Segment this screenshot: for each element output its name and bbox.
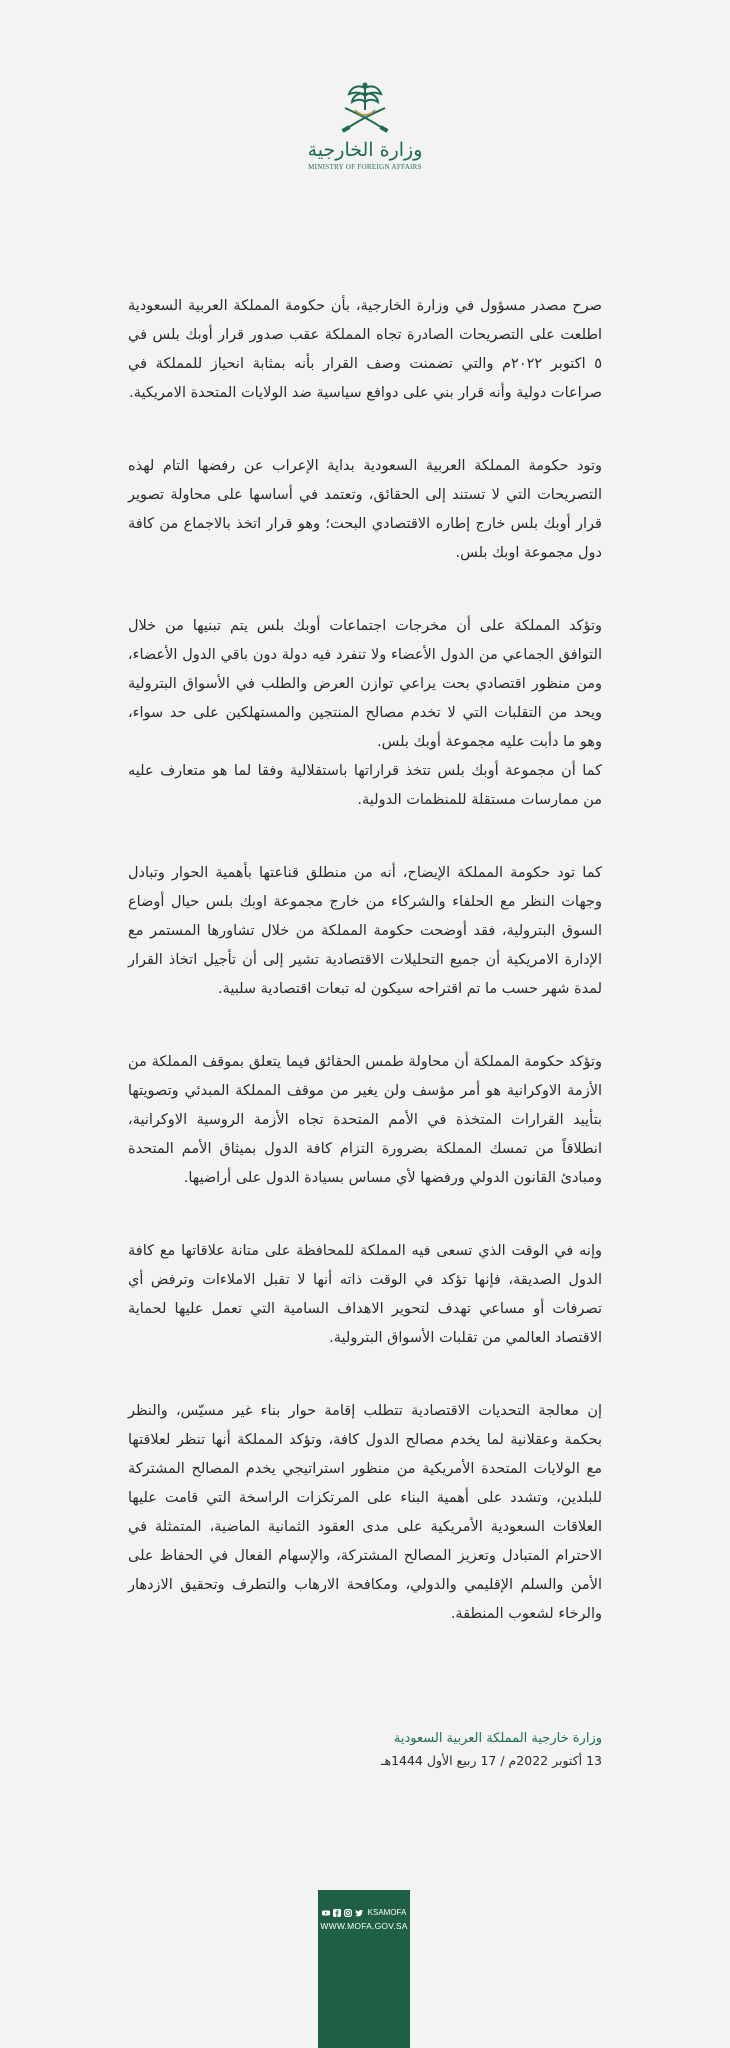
issuer-name: وزارة خارجية المملكة العربية السعودية [393,1731,602,1746]
website-url[interactable]: WWW.MOFA.GOV.SA [320,1921,408,1931]
statement-paragraph: كما أن مجموعة أوبك بلس تتخذ قراراتها باستقلالية وفقا لما هو متعارف عليه من ممارسات مستقلة للمنظمات الدولية. [128,763,602,808]
youtube-icon[interactable] [322,1909,330,1917]
ministry-logo [0,80,730,172]
statement-paragraph: وتود حكومة المملكة العربية السعودية بداية الإعراب عن رفضها التام لهذه التصريحات التي لا تستند إلى الحقائق، وتعتمد في أساسها على محاولة تصوير قرار أوبك بلس خارج إطاره الاقتصادي البحت؛ وهو قرار اتخذ بالاجماع من كافة دول مجموعة اوبك بلس. [128,458,602,561]
issue-date: 13 أكتوبر 2022م / 17 ربيع الأول 1444هـ [380,1753,602,1768]
footer-contact-box [318,1890,410,2048]
instagram-icon[interactable] [344,1909,352,1917]
signature-block [128,1728,602,1772]
saudi-emblem-icon [333,80,397,136]
statement-paragraph: وتؤكد حكومة المملكة أن محاولة طمس الحقائق فيما يتعلق بموقف المملكة من الأزمة الاوكرانية هو أمر مؤسف ولن يغير من موقف المملكة المبدئي وتصويتها بتأييد القرارات المتخذة في الأمم المتحدة تجاه الأزمة الروسية الاوكرانية، انطلاقاً من تمسك المملكة بضرورة التزام كافة الدول بميثاق الأمم المتحدة ومبادئ القانون الدولي ورفضها لأي مساس بسيادة الدول على أراضيها. [128,1054,602,1186]
statement-paragraph: صرح مصدر مسؤول في وزارة الخارجية، بأن حكومة المملكة العربية السعودية اطلعت على التصريحات الصادرة تجاه المملكة عقب صدور قرار أوبك بلس في ٥ اكتوبر ٢٠٢٢م والتي تضمنت وصف القرار بأنه بمثابة انحياز للمملكة في صراعات دولية وأنه قرار بني على دوافع سياسية ضد الولايات المتحدة الامريكية. [128,298,602,401]
statement-paragraph: وإنه في الوقت الذي تسعى فيه المملكة للمحافظة على متانة علاقاتها مع كافة الدول الصديقة، فإنها تؤكد في الوقت ذاته أنها لا تقبل الاملاءات وترفض أي تصرفات أو مساعي تهدف لتحوير الاهداف السامية التي تعمل عليها لحماية الاقتصاد العالمي من تقلبات الأسواق البترولية. [128,1243,602,1346]
facebook-icon[interactable] [333,1909,341,1917]
twitter-icon[interactable] [355,1909,363,1917]
social-handle: KSAMOFA [367,1908,407,1917]
statement-body [128,292,602,1673]
statement-paragraph: كما تود حكومة المملكة الإيضاح، أنه من منطلق قناعتها بأهمية الحوار وتبادل وجهات النظر مع الحلفاء والشركاء من خارج مجموعة اوبك بلس حيال أوضاع السوق البترولية، فقد أوضحت حكومة المملكة من خلال تشاورها المستمر مع الإدارة الامريكية أن جميع التحليلات الاقتصادية تشير إلى أن تأجيل اتخاذ القرار لمدة شهر حسب ما تم اقتراحه سيكون له تبعات اقتصادية سلبية. [128,865,602,997]
ministry-name-arabic: وزارة الخارجية [307,139,423,161]
statement-paragraph: إن معالجة التحديات الاقتصادية تتطلب إقامة حوار بناء غير مسيّس، والنظر بحكمة وعقلانية لما يخدم مصالح الدول كافة، وتؤكد المملكة أنها تنظر لعلاقتها مع الولايات المتحدة الأمريكية من منظور استراتيجي يخدم المصالح المشتركة للبلدين، وتشدد على أهمية البناء على المرتكزات الراسخة التي قامت عليها العلاقات السعودية الأمريكية على مدى العقود الثمانية الماضية، المتمثلة في الاحترام المتبادل وتعزيز المصالح المشتركة، والإسهام الفعال في الحفاظ على الأمن والسلم الإقليمي والدولي، ومكافحة الارهاب والتطرف وتحقيق الازدهار والرخاء لشعوب المنطقة. [128,1403,602,1622]
social-links [318,1908,410,1917]
statement-paragraph: وتؤكد المملكة على أن مخرجات اجتماعات أوبك بلس يتم تبنيها من خلال التوافق الجماعي من الدول الأعضاء ولا تنفرد فيه دولة دون باقي الدول الأعضاء، ومن منظور اقتصادي بحت يراعي توازن العرض والطلب في الأسواق البترولية ويحد من التقلبات التي لا تخدم مصالح المنتجين والمستهلكين على حد سواء، وهو ما دأبت عليه مجموعة أوبك بلس. [128,618,602,750]
ministry-name-english: MINISTRY OF FOREIGN AFFAIRS [308,163,422,171]
